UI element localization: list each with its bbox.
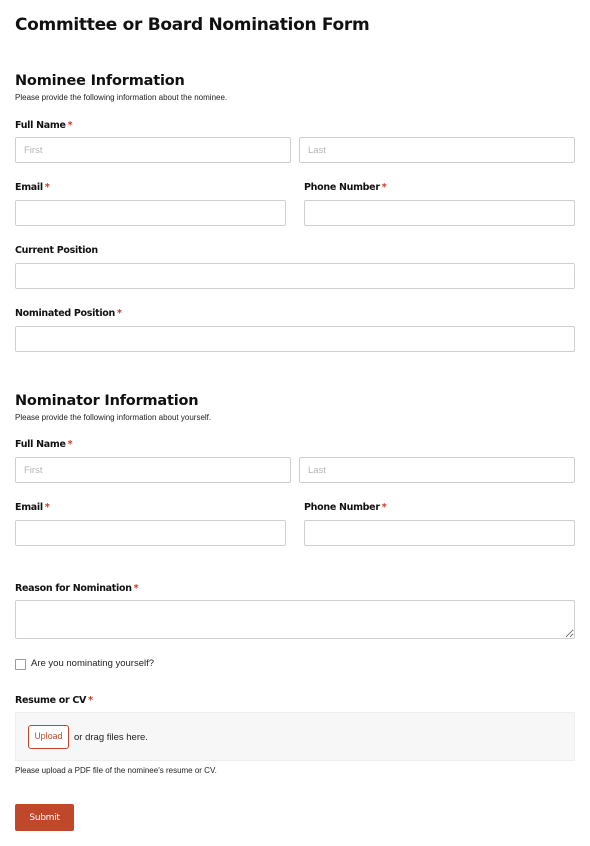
self-nomination-label[interactable]: Are you nominating yourself?	[31, 658, 155, 669]
nominee-last-name-input[interactable]	[299, 137, 575, 163]
submit-button[interactable]: Submit	[15, 804, 74, 831]
nominator-phone-label	[304, 502, 386, 513]
required-asterisk: *	[44, 502, 50, 513]
nominator-email-label-text: Email	[15, 502, 43, 513]
nominee-full-name-label	[15, 120, 72, 131]
self-nomination-checkbox[interactable]	[15, 659, 26, 670]
nominee-nominated-position-label	[15, 308, 122, 319]
nominee-email-label-text: Email	[15, 182, 43, 193]
nominator-first-name-input[interactable]	[15, 457, 291, 483]
nominee-current-position-label	[15, 245, 98, 256]
resume-label	[15, 695, 93, 706]
required-asterisk: *	[381, 182, 387, 193]
resume-label-text: Resume or CV	[15, 695, 87, 706]
reason-textarea[interactable]	[15, 600, 575, 639]
nominee-phone-input[interactable]	[304, 200, 575, 226]
nominee-section-description: Please provide the following information about the nominee.	[15, 93, 228, 102]
nominator-full-name-label-text: Full Name	[15, 439, 66, 450]
nominee-first-name-input[interactable]	[15, 137, 291, 163]
nominee-section-title: Nominee Information	[15, 73, 185, 89]
nominee-email-input[interactable]	[15, 200, 286, 226]
required-asterisk: *	[67, 439, 73, 450]
upload-drag-text: or drag files here.	[74, 732, 148, 743]
reason-label-text: Reason for Nomination	[15, 583, 132, 594]
nominator-phone-input[interactable]	[304, 520, 575, 546]
nominator-last-name-input[interactable]	[299, 457, 575, 483]
required-asterisk: *	[381, 502, 387, 513]
nominee-current-position-input[interactable]	[15, 263, 575, 289]
nominee-phone-label	[304, 182, 386, 193]
required-asterisk: *	[44, 182, 50, 193]
nominee-nominated-position-label-text: Nominated Position	[15, 308, 115, 319]
required-asterisk: *	[133, 583, 139, 594]
nominee-nominated-position-input[interactable]	[15, 326, 575, 352]
nominee-full-name-label-text: Full Name	[15, 120, 66, 131]
nominee-phone-label-text: Phone Number	[304, 182, 380, 193]
nominee-current-position-label-text: Current Position	[15, 245, 98, 256]
resume-help-text: Please upload a PDF file of the nominee's resume or CV.	[15, 766, 217, 775]
nominator-section-title: Nominator Information	[15, 393, 199, 409]
nominator-full-name-label	[15, 439, 72, 450]
nominator-email-label	[15, 502, 49, 513]
form-title: Committee or Board Nomination Form	[15, 15, 370, 35]
required-asterisk: *	[67, 120, 73, 131]
nominator-email-input[interactable]	[15, 520, 286, 546]
nominator-phone-label-text: Phone Number	[304, 502, 380, 513]
reason-label	[15, 583, 138, 594]
resume-upload-dropzone[interactable]	[15, 712, 575, 761]
nominee-email-label	[15, 182, 49, 193]
upload-button[interactable]: Upload	[28, 725, 69, 749]
required-asterisk: *	[117, 308, 122, 319]
nominator-section-description: Please provide the following information about yourself.	[15, 413, 212, 422]
required-asterisk: *	[88, 695, 93, 706]
